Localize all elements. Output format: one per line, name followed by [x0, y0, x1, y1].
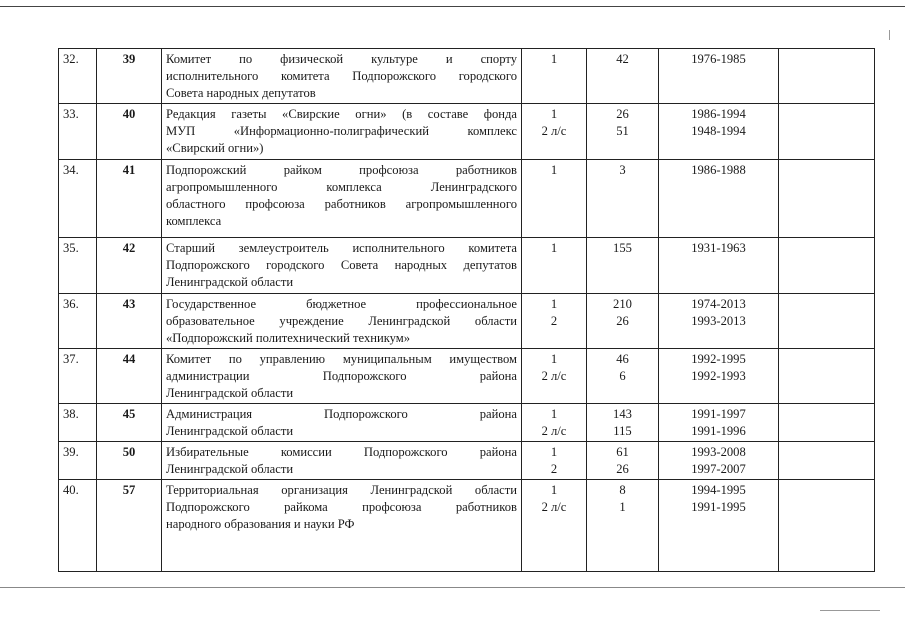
name-line: Комитет по физической культуре и спорту — [166, 52, 517, 66]
row-number: 32. — [59, 49, 97, 104]
count-line: 26 — [616, 462, 629, 476]
fund-number: 40 — [97, 104, 162, 160]
date-range-cell — [659, 104, 779, 160]
row-number: 35. — [59, 238, 97, 294]
years-line: 1986-1988 — [691, 163, 746, 177]
inv-line: 1 — [550, 241, 558, 255]
table-row — [59, 404, 875, 442]
years-line: 1997-2007 — [691, 462, 746, 476]
fund-name — [162, 294, 522, 349]
table-row — [59, 349, 875, 404]
date-range-cell — [659, 349, 779, 404]
name-line: Совета народных депутатов — [166, 86, 316, 100]
date-range-cell — [659, 442, 779, 480]
name-line: комплекса — [166, 214, 222, 228]
name-line: Государственное бюджетное профессиональное — [166, 297, 517, 311]
fund-number: 45 — [97, 404, 162, 442]
fund-name — [162, 404, 522, 442]
years-line: 1974-2013 — [691, 297, 746, 311]
count-line: 61 — [616, 445, 629, 459]
years-line: 1948-1994 — [691, 124, 746, 138]
years-line: 1992-1995 — [691, 352, 746, 366]
count-line: 210 — [613, 297, 632, 311]
years-line: 1976-1985 — [691, 52, 746, 66]
name-line: областного профсоюза работников агропромышленного — [166, 197, 517, 211]
name-line: Ленинградской области — [166, 386, 294, 400]
count-line: 42 — [616, 52, 629, 66]
table-row — [59, 442, 875, 480]
name-line: Подпорожского райкома профсоюза работников — [166, 500, 517, 514]
name-line: исполнительного комитета Подпорожского городского — [166, 69, 517, 83]
years-line: 1931-1963 — [691, 241, 746, 255]
date-range-cell — [659, 294, 779, 349]
count-line: 3 — [619, 163, 626, 177]
inventory-cell — [522, 480, 587, 572]
name-line: Редакция газеты «Свирские огни» (в составе фонда — [166, 107, 517, 121]
inv-line: 1 — [550, 107, 558, 121]
fund-name — [162, 480, 522, 572]
count-line: 8 — [619, 483, 626, 497]
row-number: 34. — [59, 160, 97, 238]
years-line: 1992-1993 — [691, 369, 746, 383]
note-cell — [779, 238, 875, 294]
inv-line: 1 — [550, 52, 558, 66]
table-row — [59, 104, 875, 160]
inv-line: 1 — [550, 163, 558, 177]
row-number: 39. — [59, 442, 97, 480]
fund-name — [162, 238, 522, 294]
inv-line: 2 л/с — [541, 369, 567, 383]
note-cell — [779, 49, 875, 104]
archive-funds-table — [58, 48, 875, 572]
name-line: Ленинградской области — [166, 275, 294, 289]
row-number: 38. — [59, 404, 97, 442]
table-body — [59, 49, 875, 572]
name-line: Подпорожского городского Совета народных депутатов — [166, 258, 517, 272]
table-row — [59, 160, 875, 238]
row-number: 33. — [59, 104, 97, 160]
fund-number: 41 — [97, 160, 162, 238]
name-line: «Подпорожский политехнический техникум» — [166, 331, 411, 345]
name-line: Администрация Подпорожского района — [166, 407, 517, 421]
name-line: Подпорожский райком профсоюза работников — [166, 163, 517, 177]
inventory-cell — [522, 294, 587, 349]
inv-line: 2 — [550, 314, 558, 328]
years-line: 1991-1995 — [691, 500, 746, 514]
fund-number: 44 — [97, 349, 162, 404]
name-line: Ленинградской области — [166, 462, 294, 476]
count-line: 143 — [613, 407, 632, 421]
name-line: администрации Подпорожского района — [166, 369, 517, 383]
fund-number: 43 — [97, 294, 162, 349]
count-line: 1 — [619, 500, 626, 514]
fund-number: 42 — [97, 238, 162, 294]
inventory-cell — [522, 349, 587, 404]
count-line: 51 — [616, 124, 629, 138]
row-number: 36. — [59, 294, 97, 349]
inventory-cell — [522, 404, 587, 442]
row-number: 37. — [59, 349, 97, 404]
note-cell — [779, 104, 875, 160]
inv-line: 2 л/с — [541, 424, 567, 438]
count-line: 155 — [613, 241, 632, 255]
years-line: 1994-1995 — [691, 483, 746, 497]
name-line: агропромышленного комплекса Ленинградского — [166, 180, 517, 194]
scan-top-edge — [0, 6, 905, 7]
count-line: 26 — [616, 314, 629, 328]
count-line: 6 — [619, 369, 626, 383]
name-line: образовательное учреждение Ленинградской области — [166, 314, 517, 328]
inv-line: 1 — [550, 352, 558, 366]
count-line: 46 — [616, 352, 629, 366]
years-line: 1991-1997 — [691, 407, 746, 421]
name-line: МУП «Информационно-полиграфический комплекс — [166, 124, 517, 138]
inv-line: 2 л/с — [541, 500, 567, 514]
date-range-cell — [659, 49, 779, 104]
date-range-cell — [659, 480, 779, 572]
count-line: 115 — [613, 424, 632, 438]
item-count-cell — [587, 104, 659, 160]
item-count-cell — [587, 349, 659, 404]
note-cell — [779, 294, 875, 349]
fund-name — [162, 104, 522, 160]
item-count-cell — [587, 238, 659, 294]
name-line: Избирательные комиссии Подпорожского района — [166, 445, 517, 459]
inventory-cell — [522, 104, 587, 160]
inv-line: 1 — [550, 483, 558, 497]
scan-bottom-edge-2 — [820, 610, 880, 611]
fund-number: 57 — [97, 480, 162, 572]
item-count-cell — [587, 404, 659, 442]
note-cell — [779, 480, 875, 572]
note-cell — [779, 404, 875, 442]
date-range-cell — [659, 160, 779, 238]
scan-bottom-edge — [0, 587, 905, 588]
years-line: 1993-2008 — [691, 445, 746, 459]
name-line: Комитет по управлению муниципальным имуществом — [166, 352, 517, 366]
note-cell — [779, 160, 875, 238]
fund-name — [162, 442, 522, 480]
fund-number: 50 — [97, 442, 162, 480]
inv-line: 1 — [550, 445, 558, 459]
item-count-cell — [587, 442, 659, 480]
inv-line: 1 — [550, 297, 558, 311]
years-line: 1993-2013 — [691, 314, 746, 328]
item-count-cell — [587, 49, 659, 104]
scan-right-edge — [889, 30, 890, 40]
row-number: 40. — [59, 480, 97, 572]
fund-name — [162, 160, 522, 238]
inventory-cell — [522, 442, 587, 480]
fund-name — [162, 49, 522, 104]
name-line: Ленинградской области — [166, 424, 294, 438]
name-line: Территориальная организация Ленинградской области — [166, 483, 517, 497]
count-line: 26 — [616, 107, 629, 121]
name-line: «Свирский огни») — [166, 141, 264, 155]
item-count-cell — [587, 294, 659, 349]
table-row — [59, 294, 875, 349]
table-row — [59, 238, 875, 294]
fund-number: 39 — [97, 49, 162, 104]
date-range-cell — [659, 404, 779, 442]
note-cell — [779, 349, 875, 404]
note-cell — [779, 442, 875, 480]
table-row — [59, 49, 875, 104]
item-count-cell — [587, 160, 659, 238]
inv-line: 2 л/с — [541, 124, 567, 138]
name-line: Старший землеустроитель исполнительного комитета — [166, 241, 517, 255]
inventory-cell — [522, 238, 587, 294]
table-row — [59, 480, 875, 572]
inventory-cell — [522, 49, 587, 104]
inv-line: 1 — [550, 407, 558, 421]
years-line: 1991-1996 — [691, 424, 746, 438]
inv-line: 2 — [550, 462, 558, 476]
item-count-cell — [587, 480, 659, 572]
name-line: народного образования и науки РФ — [166, 517, 355, 531]
date-range-cell — [659, 238, 779, 294]
inventory-cell — [522, 160, 587, 238]
fund-name — [162, 349, 522, 404]
years-line: 1986-1994 — [691, 107, 746, 121]
